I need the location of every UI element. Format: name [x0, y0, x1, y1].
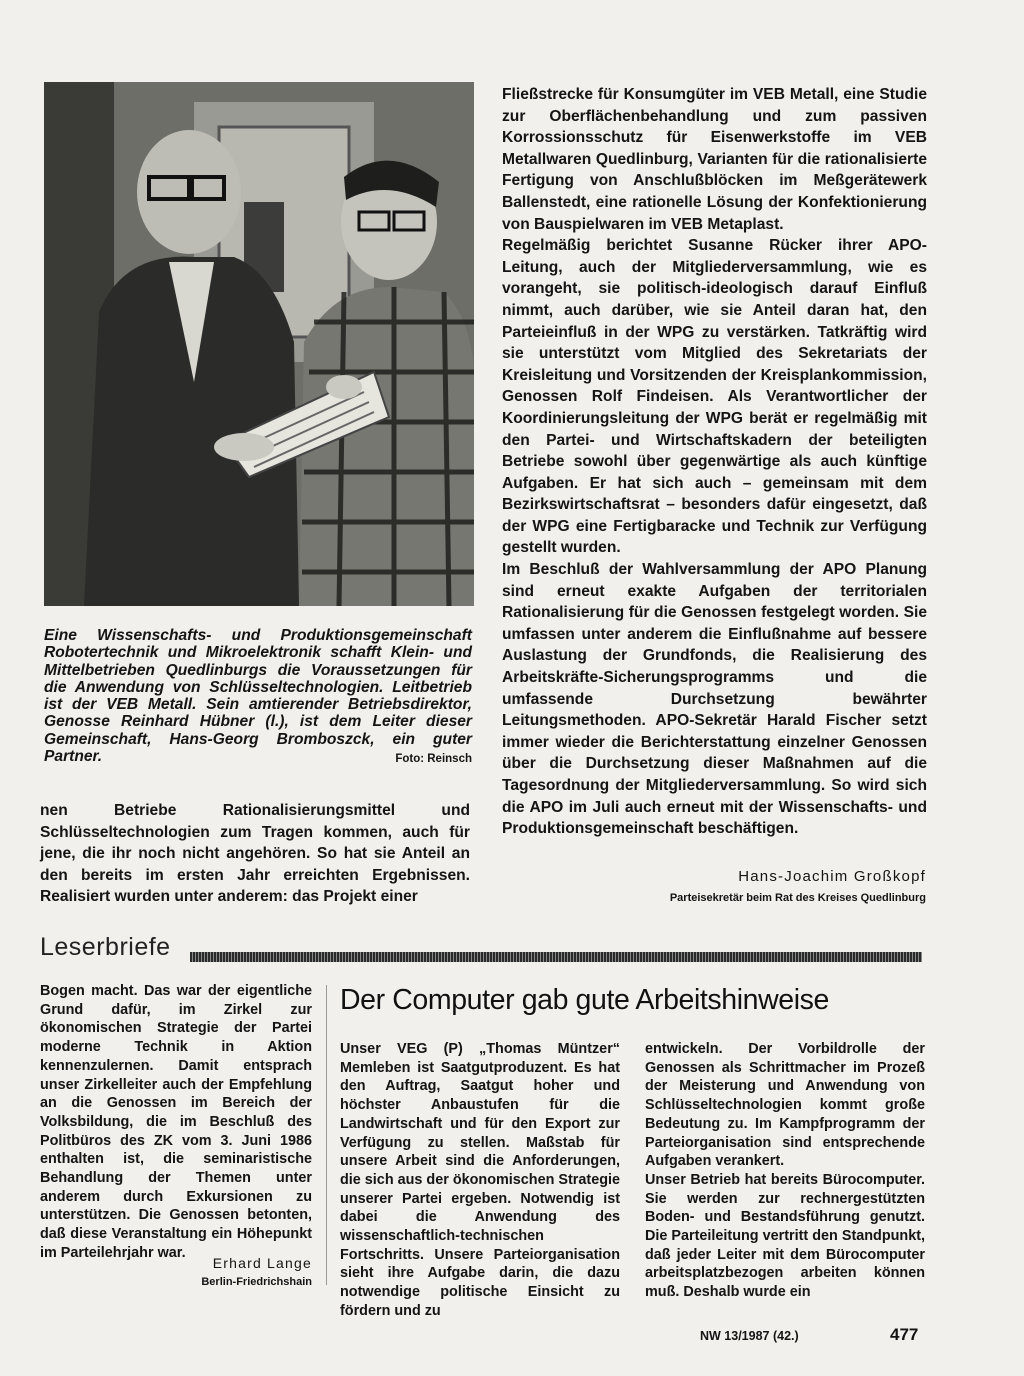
- section-rule: [190, 952, 922, 962]
- article-right-column: [502, 84, 927, 840]
- column-divider: [326, 985, 327, 1285]
- article-photo: [44, 82, 474, 606]
- letter-main-col2-p2: Unser Betrieb hat bereits Bürocomputer. Sie werden zur rechnergestützten Boden- und Bestandsführung genutzt. Die Parteileitung vertritt den Standpunkt, daß jeder Leiter mit dem Bürocomputer arbeitsplatzbezogen arbeiten können muß. Deshalb wurde ein: [645, 1171, 925, 1301]
- photo-two-men-reading-newspaper: [44, 82, 474, 606]
- issue-label: NW 13/1987 (42.): [700, 1329, 799, 1343]
- letter-main-col2-p1: entwickeln. Der Vorbildrolle der Genossen als Schrittmacher im Prozeß der Meisterung und Anwendung von Schlüsseltechnologien kommt große Bedeutung zu. Im Kampfprogramm der Parteiorganisation sind entsprechende Aufgaben verankert.: [645, 1041, 925, 1170]
- article-paragraph: Regelmäßig berichtet Susanne Rücker ihrer APO-Leitung, auch der Mitgliederversammlung, wie es vorangeht, sie politisch-ideologisch darauf Einfluß nimmt, auch darüber, wie sie Anteil daran hat, den Parteieinfluß in der WPG zu verstärken. Tatkräftig wird sie unterstützt vom Mitglied des Sekretariats der Kreisleitung und Vorsitzenden der Kreisplankommission, Genossen Rolf Findeisen. Als Verantwortlicher der Koordinierungsleitung der WPG berät er regelmäßig mit den Partei- und Wirtschaftskadern der beteiligten Betriebe sowohl über gegenwärtige als auch künftige Aufgaben. Er hat sich auch – gemeinsam mit dem Bezirkswirtschaftsrat – besonders dafür eingesetzt, daß der WPG eine Fertigbaracke und Technik zur Verfügung gestellt wurden.: [502, 237, 927, 557]
- letter-main-col1: [340, 1040, 620, 1321]
- letter-main-col2: [645, 1040, 925, 1302]
- letter-main-col1-text: Unser VEG (P) „Thomas Müntzer“ Memleben ist Saatgutproduzent. Es hat den Auftrag, Saatgut hoher und höchster Anbaustufen für die Landwirtschaft und für den Export zur Verfügung zu stellen. Maßstab für unsere Arbeit sind die Anforderungen, die sich aus der ökonomischen Strategie unserer Partei ergeben. Notwendig ist dabei die Anwendung des wissenschaftlich-technischen Fortschritts. Unsere Parteiorganisation sieht ihre Aufgabe darin, die dazu notwendige politische Einsicht zu fördern und zu: [340, 1041, 620, 1319]
- section-title: Leserbriefe: [40, 933, 171, 961]
- letter-left-author: Erhard Lange: [212, 1255, 312, 1271]
- article-left-column: [40, 800, 470, 908]
- article-paragraph: Fließstrecke für Konsumgüter im VEB Metall, eine Studie zur Oberflächenbehandlung und zum passiven Korrossionsschutz für Eisenwerkstoffe im VEB Metallwaren Quedlinburg, Varianten für die rationalisierte Fertigung von Anschlußblöcken im Meßgerätewerk Ballenstedt, eine rationelle Lösung der Konfektionierung von Bauspielwaren im VEB Metaplast.: [502, 86, 927, 233]
- photo-credit: Foto: Reinsch: [395, 753, 472, 766]
- article-paragraph: Im Beschluß der Wahlversammlung der APO Planung sind erneut exakte Aufgaben der territorialen Rationalisierung für die Genossen festgelegt worden. Sie umfassen unter anderem die Einflußnahme auf bessere Auslastung der Grundfonds, die Realisierung des Arbeitskräfte-Sicherungsprogramms und die umfassende Durchsetzung bewährter Leitungsmethoden. APO-Sekretär Harald Fischer setzt immer wieder die Berichterstattung einzelner Genossen über die Durchsetzung dieser Maßnahmen auf die Tagesordnung der Mitgliederversammlung. So wird sich die APO im Juli auch erneut mit der Wissenschafts- und Produktionsgemeinschaft beschäftigen.: [502, 561, 927, 838]
- page-number: 477: [890, 1325, 919, 1344]
- article-author-role: Parteisekretär beim Rat des Kreises Quedlinburg: [669, 892, 926, 904]
- photo-caption: [44, 627, 472, 768]
- caption-text: Eine Wissenschafts- und Produktionsgemeinschaft Robotertechnik und Mikroelektronik schafft Klein- und Mittelbetrieben Quedlinburgs die Voraussetzungen für die Anwendung von Schlüsseltechnologien. Leitbetrieb ist der VEB Metall. Sein amtierender Betriebsdirektor, Genosse Reinhard Hübner (l.), ist dem Leiter dieser Gemeinschaft, Hans-Georg Bromboszck, ein guter Partner.: [44, 627, 472, 766]
- article-left-text: nen Betriebe Rationalisierungsmittel und Schlüsseltechnologien zum Tragen kommen, auch für jene, die ihr noch nicht angehören. So hat sie Anteil an den bereits im ersten Jahr erreichten Ergebnissen. Realisiert wurden unter anderem: das Projekt einer: [40, 802, 470, 906]
- letter-headline: Der Computer gab gute Arbeitshinweise: [340, 984, 829, 1016]
- article-author: Hans-Joachim Großkopf: [738, 868, 926, 885]
- letter-left-location: Berlin-Friedrichshain: [201, 1276, 312, 1288]
- letter-left-column: [40, 982, 312, 1263]
- letter-left-text: Bogen macht. Das war der eigentliche Grund dafür, im Zirkel zur ökonomischen Strategie der Partei moderne Technik in Aktion kennenzulernen. Damit entsprach unser Zirkelleiter auch der Empfehlung an die Genossen im Bereich der Volksbildung, die im Beschluß des Politbüros des ZK vom 3. Juni 1986 enthalten ist, die seminaristische Behandlung der Themen unter anderem durch Exkursionen zu unterstützen. Die Genossen betonten, daß diese Veranstaltung ein Höhepunkt im Parteilehrjahr war.: [40, 983, 312, 1261]
